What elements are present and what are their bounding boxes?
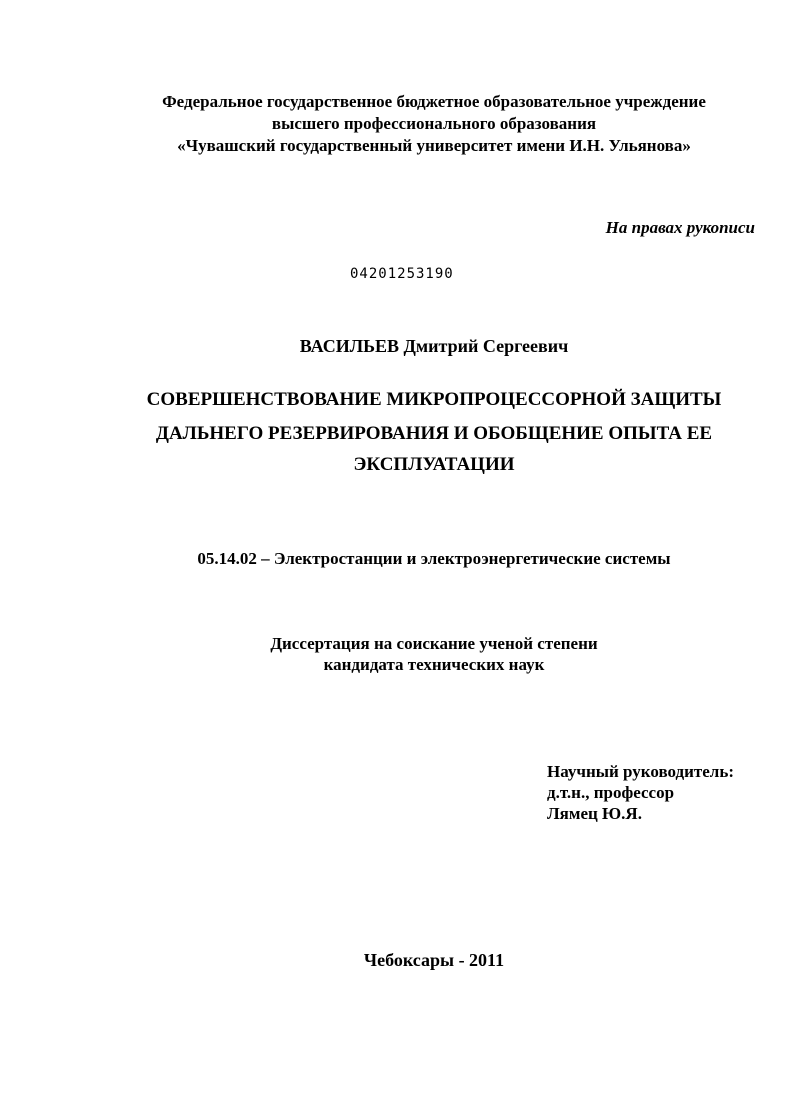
thesis-title-line-2: ДАЛЬНЕГО РЕЗЕРВИРОВАНИЯ И ОБОБЩЕНИЕ ОПЫТА ЕЕ (155, 423, 713, 444)
institution-line-3: «Чувашский государственный университет имени И.Н. Ульянова» (177, 136, 691, 155)
archive-number-stamp: 04201253190 (350, 266, 454, 282)
thesis-title-line-3: ЭКСПЛУАТАЦИИ (353, 454, 515, 475)
author-name: ВАСИЛЬЕВ Дмитрий Сергеевич (299, 336, 569, 356)
manuscript-rights-note: На правах рукописи (605, 218, 755, 237)
degree-line-2: кандидата технических наук (323, 655, 545, 674)
place-and-year: Чебоксары - 2011 (363, 950, 505, 970)
supervisor-credentials: д.т.н., профессор (547, 783, 675, 802)
thesis-title-line-1: СОВЕРШЕНСТВОВАНИЕ МИКРОПРОЦЕССОРНОЙ ЗАЩИТЫ (146, 389, 722, 410)
degree-line-1: Диссертация на соискание ученой степени (270, 634, 598, 653)
supervisor-name: Лямец Ю.Я. (547, 804, 642, 823)
supervisor-label: Научный руководитель: (547, 762, 734, 781)
institution-line-2: высшего профессионального образования (271, 114, 597, 133)
institution-line-1: Федеральное государственное бюджетное образовательное учреждение (162, 92, 706, 111)
specialty-code: 05.14.02 – Электростанции и электроэнергетические системы (197, 549, 671, 568)
